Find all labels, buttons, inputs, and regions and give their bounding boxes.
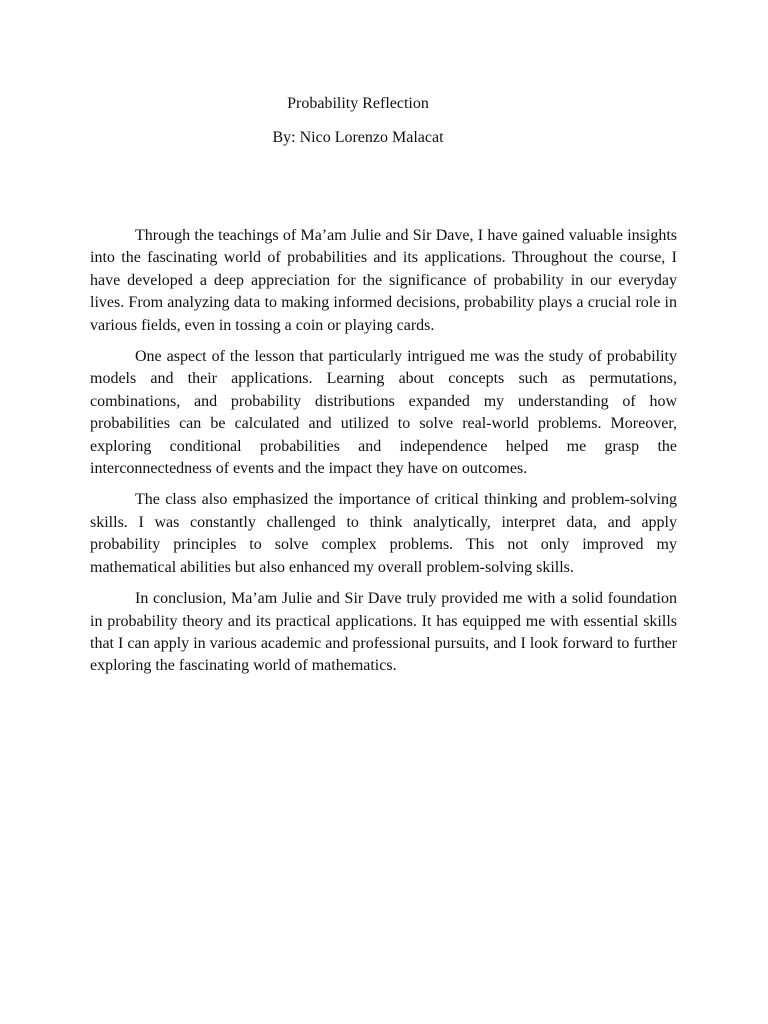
document-body [90,225,677,687]
paragraph-3: The class also emphasized the importance of critical thinking and problem-solving skills. I was constantly challenged to think analytically, interpret data, and apply probability principles to solve complex problems. This not only improved my mathematical abilities but also enhanced my overall problem-solving skills. [90,491,677,576]
paragraph-2: One aspect of the lesson that particularly intrigued me was the study of probability models and their applications. Learning about concepts such as permutations, combinations, and probability distributions expanded my understanding of how probabilities can be calculated and utilized to solve real-world problems. Moreover, exploring conditional probabilities and independence helped me grasp the interconnectedness of events and the impact they have on outcomes. [90,348,677,478]
paragraph-4: In conclusion, Ma’am Julie and Sir Dave truly provided me with a solid foundation in probability theory and its practical applications. It has equipped me with essential skills that I can apply in various academic and professional pursuits, and I look forward to further exploring the fascinating world of mathematics. [90,590,677,675]
author-line: By: Nico Lorenzo Malacat [272,129,444,146]
document-title: Probability Reflection [287,95,429,112]
paragraph-1: Through the teachings of Ma’am Julie and Sir Dave, I have gained valuable insights into the fascinating world of probabilities and its applications. Throughout the course, I have developed a deep appreciation for the significance of probability in our everyday lives. From analyzing data to making informed decisions, probability plays a crucial role in various fields, even in tossing a coin or playing cards. [90,227,677,334]
